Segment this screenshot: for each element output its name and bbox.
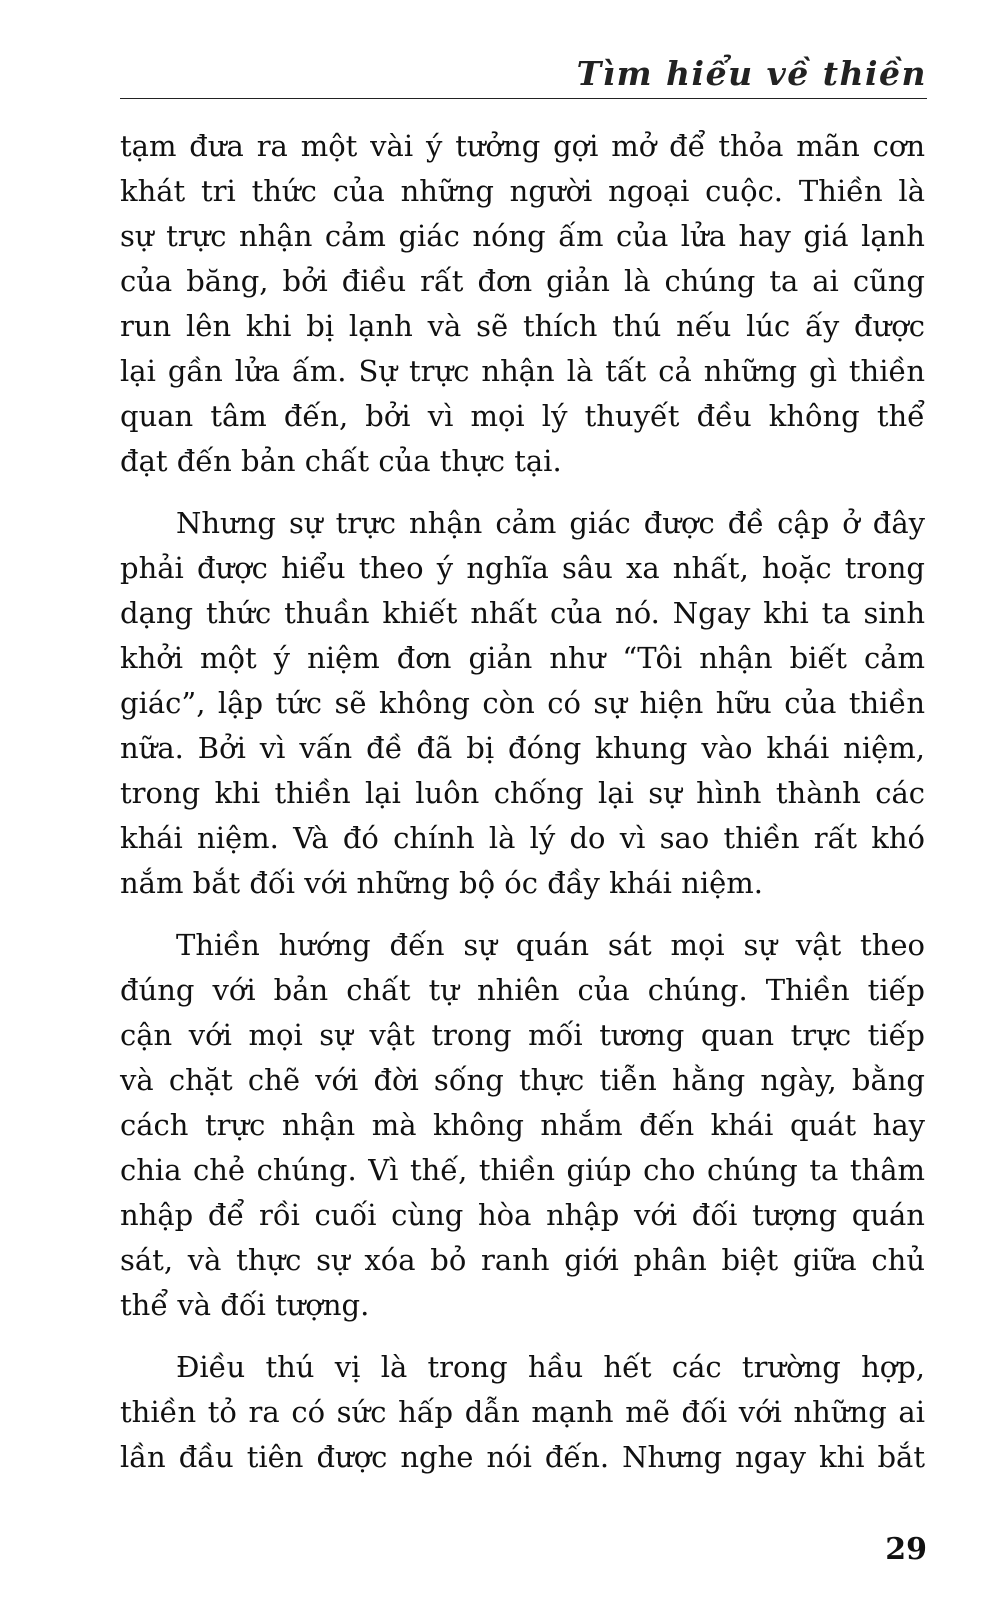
running-header: [120, 52, 927, 99]
text-line: của băng, bởi điều rất đơn giản là chúng ta ai cũng: [120, 264, 925, 298]
text-line: nữa. Bởi vì vấn đề đã bị đóng khung vào khái niệm,: [120, 731, 925, 765]
text-line: trong khi thiền lại luôn chống lại sự hình thành các: [120, 776, 925, 810]
text-line: phải được hiểu theo ý nghĩa sâu xa nhất, hoặc trong: [120, 551, 925, 585]
text-line: tạm đưa ra một vài ý tưởng gợi mở để thỏa mãn cơn: [120, 129, 925, 163]
text-line: đạt đến bản chất của thực tại.: [120, 444, 562, 478]
text-line: lần đầu tiên được nghe nói đến. Nhưng ngay khi bắt: [120, 1440, 925, 1474]
paragraph-1: [120, 124, 925, 484]
text-line: khởi một ý niệm đơn giản như “Tôi nhận biết cảm: [120, 641, 925, 675]
text-line: nắm bắt đối với những bộ óc đầy khái niệm.: [120, 866, 763, 900]
text-line: đúng với bản chất tự nhiên của chúng. Thiền tiếp: [120, 973, 925, 1007]
text-line: khát tri thức của những người ngoại cuộc. Thiền là: [120, 174, 925, 208]
text-line: Điều thú vị là trong hầu hết các trường hợp,: [176, 1350, 925, 1384]
text-line: cách trực nhận mà không nhắm đến khái quát hay: [120, 1108, 925, 1142]
text-line: chia chẻ chúng. Vì thế, thiền giúp cho chúng ta thâm: [120, 1153, 925, 1187]
text-line: quan tâm đến, bởi vì mọi lý thuyết đều không thể: [120, 399, 925, 433]
text-line: sát, và thực sự xóa bỏ ranh giới phân biệt giữa chủ: [120, 1243, 925, 1277]
paragraph-3: [120, 923, 925, 1328]
running-title: Tìm hiểu về thiền: [576, 54, 927, 93]
body-text: [120, 124, 925, 1497]
text-line: giác”, lập tức sẽ không còn có sự hiện hữu của thiền: [120, 686, 925, 720]
text-line: lại gần lửa ấm. Sự trực nhận là tất cả những gì thiền: [120, 354, 925, 388]
text-line: thiền tỏ ra có sức hấp dẫn mạnh mẽ đối với những ai: [120, 1395, 925, 1429]
paragraph-4: [120, 1345, 925, 1480]
text-line: nhập để rồi cuối cùng hòa nhập với đối tượng quán: [120, 1198, 925, 1232]
text-line: cận với mọi sự vật trong mối tương quan trực tiếp: [120, 1018, 925, 1052]
text-line: và chặt chẽ với đời sống thực tiễn hằng ngày, bằng: [120, 1063, 925, 1097]
text-line: Thiền hướng đến sự quán sát mọi sự vật theo: [176, 928, 925, 962]
text-line: dạng thức thuần khiết nhất của nó. Ngay khi ta sinh: [120, 596, 925, 630]
text-line: sự trực nhận cảm giác nóng ấm của lửa hay giá lạnh: [120, 219, 925, 253]
text-line: khái niệm. Và đó chính là lý do vì sao thiền rất khó: [120, 821, 925, 855]
paragraph-2: [120, 501, 925, 906]
text-line: thể và đối tượng.: [120, 1288, 370, 1322]
text-line: Nhưng sự trực nhận cảm giác được đề cập ở đây: [176, 506, 925, 540]
text-line: run lên khi bị lạnh và sẽ thích thú nếu lúc ấy được: [120, 309, 925, 343]
page-number: 29: [885, 1532, 927, 1567]
